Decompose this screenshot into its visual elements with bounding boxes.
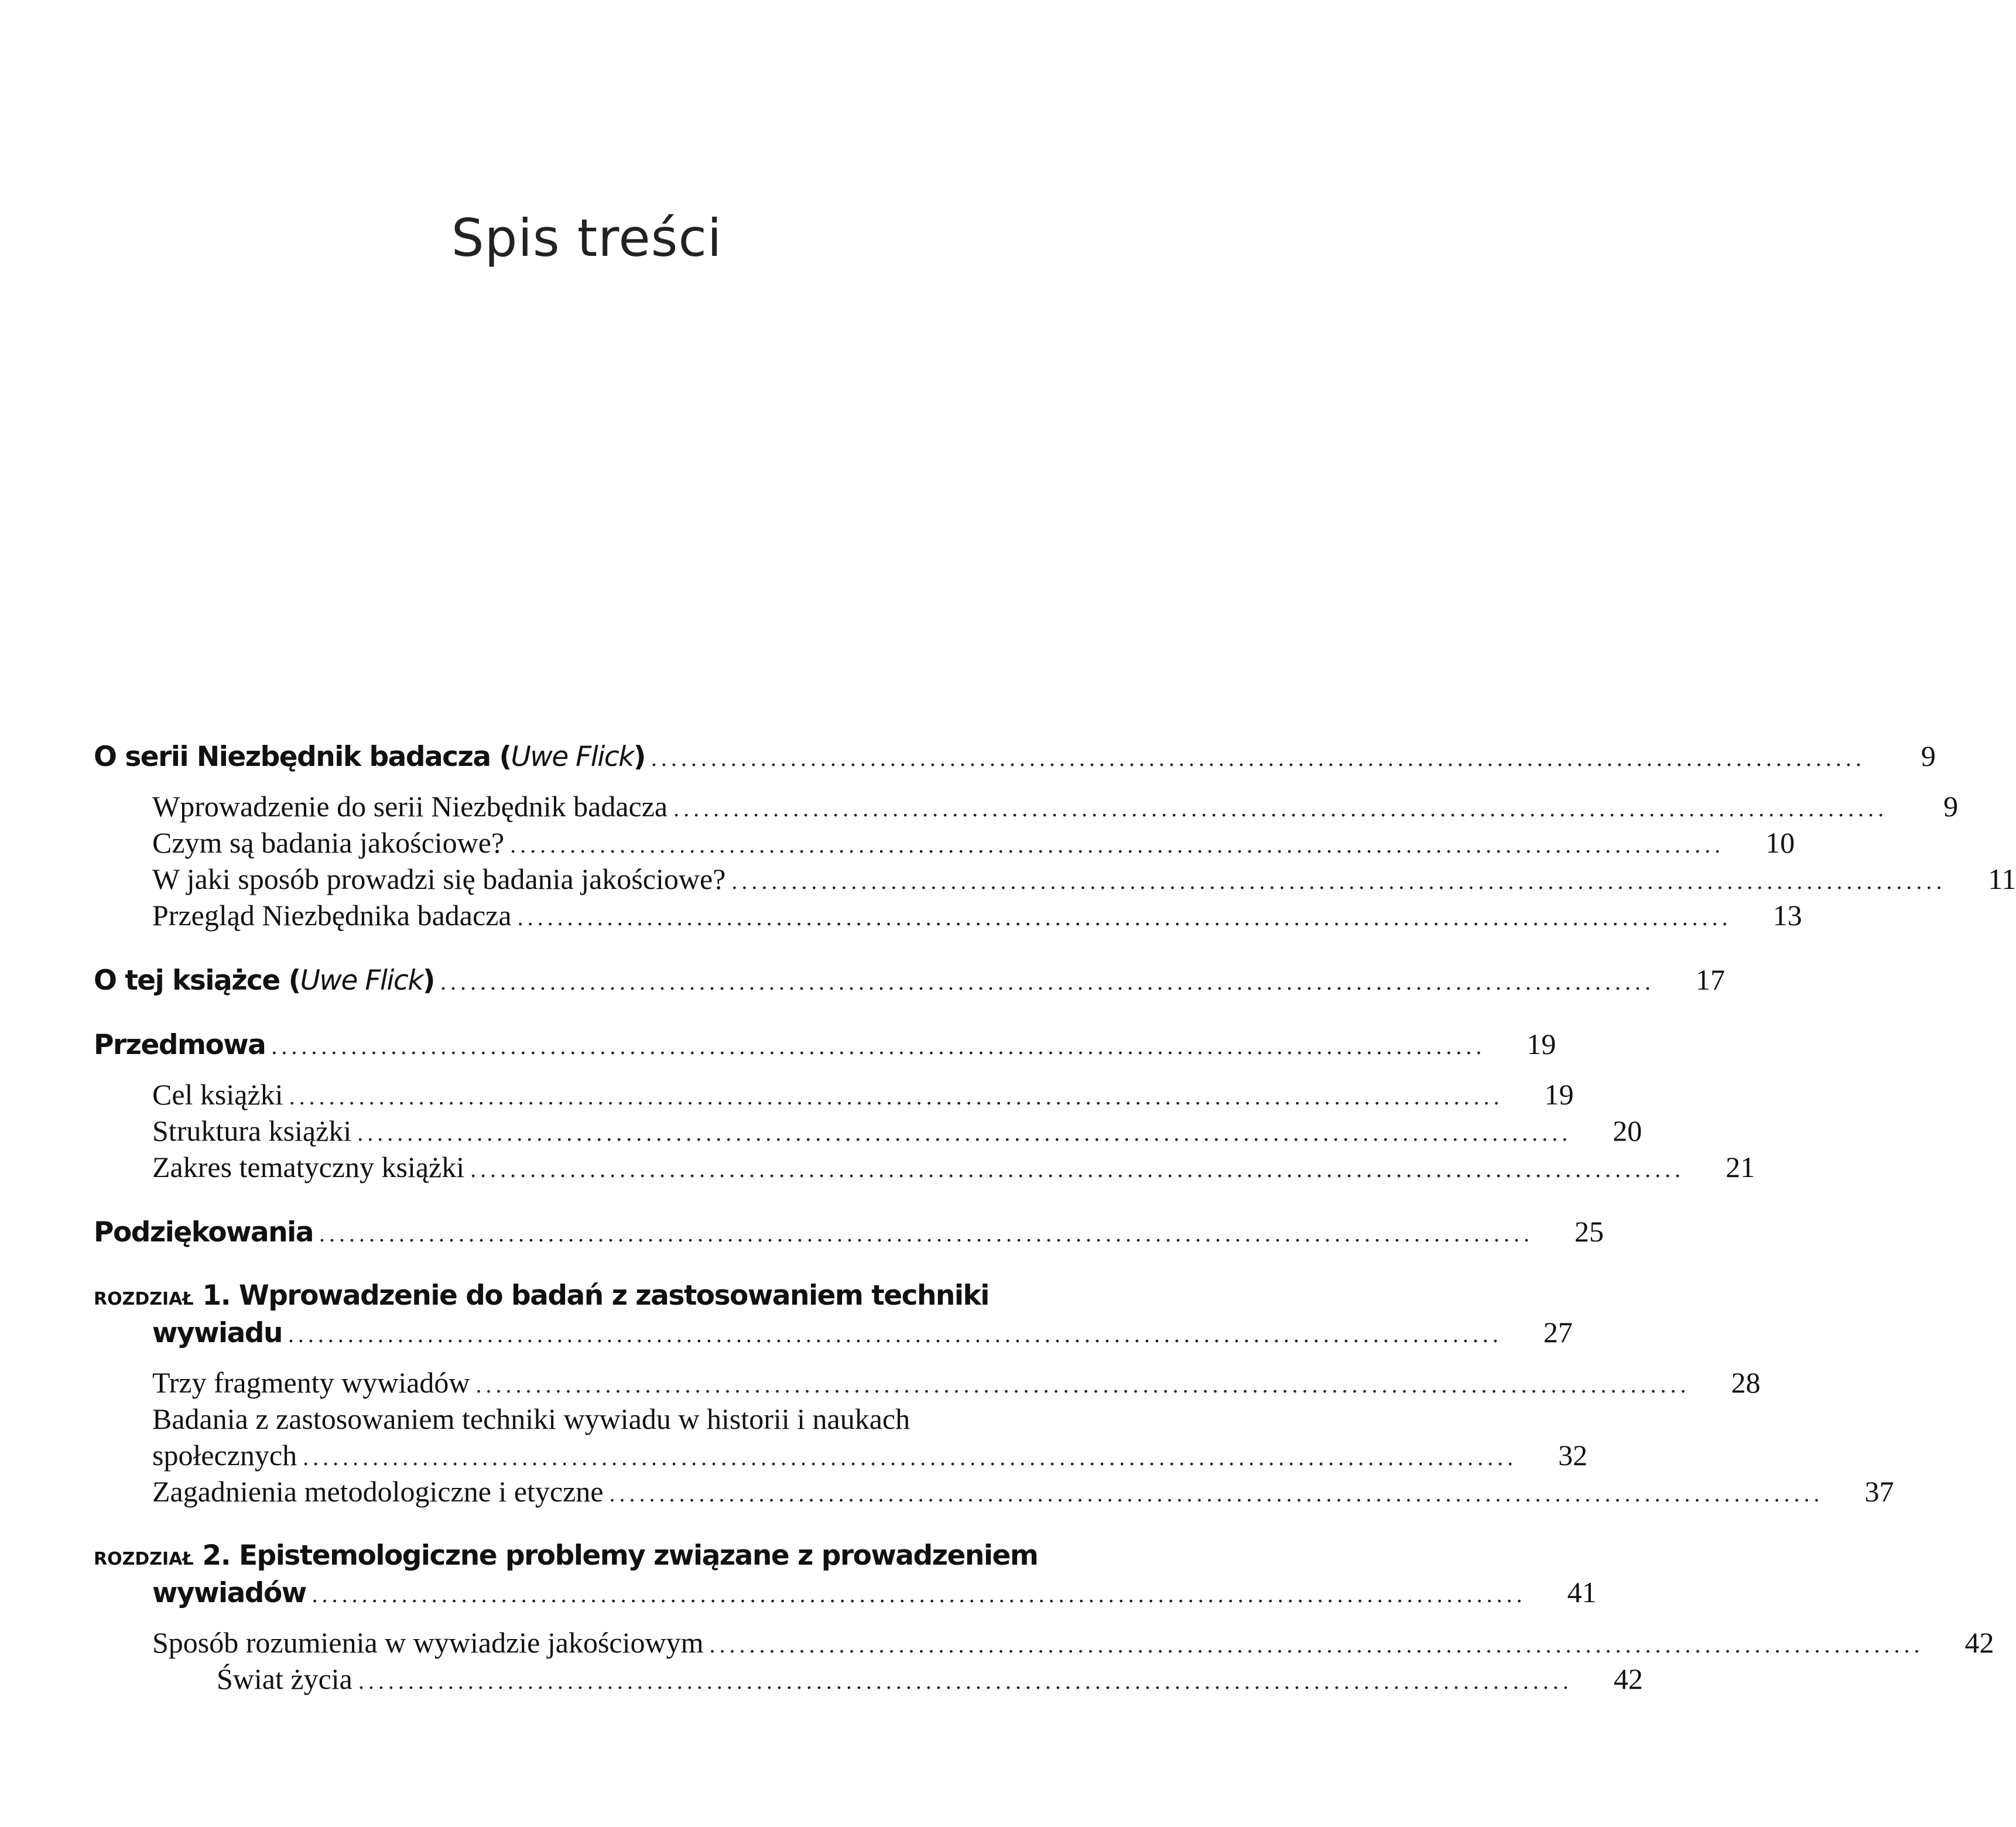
entry-author: Uwe Flick: [300, 964, 423, 997]
page-title: Spis treści: [451, 208, 723, 268]
page-number: 13: [1772, 899, 1802, 932]
page-number: 19: [1526, 1028, 1556, 1060]
page-number: 9: [1921, 740, 1936, 772]
entry-title: Cel książki: [152, 1078, 283, 1111]
page-number: 42: [1964, 1626, 1994, 1659]
page-number: 10: [1765, 826, 1795, 859]
entry-title-cont: społecznych: [152, 1439, 297, 1472]
page-number: 25: [1574, 1215, 1604, 1248]
toc-entry: [94, 861, 2016, 897]
entry-title: Wprowadzenie do serii Niezbędnik badacza: [152, 790, 668, 823]
chapter-label: ROZDZIAŁ: [94, 1549, 194, 1569]
toc-entry-acknowledgements: [94, 1213, 1604, 1250]
leader-dots: ..........................................................................................................................: [287, 1321, 1502, 1347]
leader-dots: ..........................................................................................................................: [358, 1668, 1573, 1694]
entry-close: ): [423, 964, 435, 997]
page-number: 17: [1696, 963, 1726, 996]
entry-title: Świat życia: [217, 1662, 352, 1695]
chapter-title: 2. Epistemologiczne problemy związane z prowadzeniem: [202, 1539, 1038, 1572]
toc-chapter-1-heading: [94, 1278, 1089, 1314]
page-number: 32: [1558, 1439, 1588, 1472]
toc-entry: [94, 1113, 1642, 1149]
entry-title: Badania z zastosowaniem techniki wywiadu w historii i naukach: [152, 1402, 911, 1435]
leader-dots: ..........................................................................................................................: [517, 904, 1732, 930]
entry-title: Struktura książki: [152, 1114, 352, 1147]
toc-entry: [94, 1437, 1588, 1473]
leader-dots: ..........................................................................................................................: [470, 1156, 1685, 1182]
leader-dots: ..........................................................................................................................: [303, 1444, 1518, 1470]
entry-title: O tej książce (: [94, 964, 300, 997]
toc-entry: [94, 1661, 1643, 1697]
leader-dots: ..........................................................................................................................: [312, 1581, 1526, 1607]
toc-entry-series: [94, 738, 1936, 774]
leader-dots: ..........................................................................................................................: [709, 1631, 1924, 1658]
toc-entry: [94, 1149, 1755, 1185]
entry-title: Podziękowania: [94, 1216, 313, 1248]
leader-dots: ..........................................................................................................................: [651, 745, 1866, 771]
leader-dots: ..........................................................................................................................: [673, 795, 1888, 822]
leader-dots: ..........................................................................................................................: [609, 1480, 1824, 1507]
entry-title: Przedmowa: [94, 1029, 266, 1061]
page-number: 11: [1988, 863, 2016, 895]
toc-entry: [94, 824, 1795, 861]
leader-dots: ..........................................................................................................................: [357, 1120, 1572, 1146]
page-number: 42: [1613, 1662, 1643, 1695]
entry-title: Czym są badania jakościowe?: [152, 826, 505, 859]
page-number: 27: [1543, 1316, 1573, 1349]
toc-entry: [94, 788, 1959, 824]
table-of-contents: [94, 738, 2016, 1697]
leader-dots: ..........................................................................................................................: [510, 832, 1725, 858]
entry-title: Trzy fragmenty wywiadów: [152, 1366, 470, 1399]
entry-title: W jaki sposób prowadzi się badania jakościowe?: [152, 863, 726, 895]
leader-dots: ..........................................................................................................................: [271, 1033, 1486, 1059]
page-number: 9: [1943, 790, 1959, 823]
page-number: 28: [1731, 1366, 1761, 1399]
page-number: 19: [1544, 1078, 1574, 1111]
toc-entry-line1: [94, 1401, 1089, 1437]
toc-entry: [94, 1364, 1761, 1401]
chapter-title: 1. Wprowadzenie do badań z zastosowaniem techniki: [202, 1279, 989, 1312]
toc-entry: [94, 897, 1802, 933]
toc-entry-about-book: [94, 962, 1726, 998]
page-number: 37: [1864, 1475, 1894, 1508]
leader-dots: ..........................................................................................................................: [319, 1220, 1534, 1247]
leader-dots: ..........................................................................................................................: [440, 969, 1655, 995]
toc-entry: [94, 1624, 1994, 1661]
leader-dots: ..........................................................................................................................: [289, 1083, 1504, 1110]
toc-chapter-2-heading: [94, 1538, 1089, 1574]
toc-chapter-2-cont: [94, 1574, 1597, 1610]
entry-title: Zagadnienia metodologiczne i etyczne: [152, 1475, 604, 1508]
chapter-title-cont: wywiadów: [152, 1577, 306, 1609]
toc-entry: [94, 1076, 1574, 1113]
chapter-label: ROZDZIAŁ: [94, 1289, 194, 1309]
page-number: 21: [1726, 1151, 1755, 1183]
toc-entry: [94, 1473, 1894, 1510]
entry-title: O serii Niezbędnik badacza (: [94, 741, 511, 773]
leader-dots: ..........................................................................................................................: [731, 868, 1946, 894]
toc-chapter-1-cont: [94, 1314, 1573, 1350]
chapter-title-cont: wywiadu: [152, 1317, 282, 1349]
entry-close: ): [633, 741, 645, 773]
entry-title: Przegląd Niezbędnika badacza: [152, 899, 512, 932]
entry-title: Sposób rozumienia w wywiadzie jakościowym: [152, 1626, 704, 1659]
page-number: 20: [1613, 1114, 1642, 1147]
entry-title: Zakres tematyczny książki: [152, 1151, 465, 1183]
page-number: 41: [1567, 1576, 1597, 1609]
toc-entry-preface: [94, 1026, 1556, 1062]
leader-dots: ..........................................................................................................................: [475, 1371, 1690, 1398]
entry-author: Uwe Flick: [511, 741, 634, 773]
